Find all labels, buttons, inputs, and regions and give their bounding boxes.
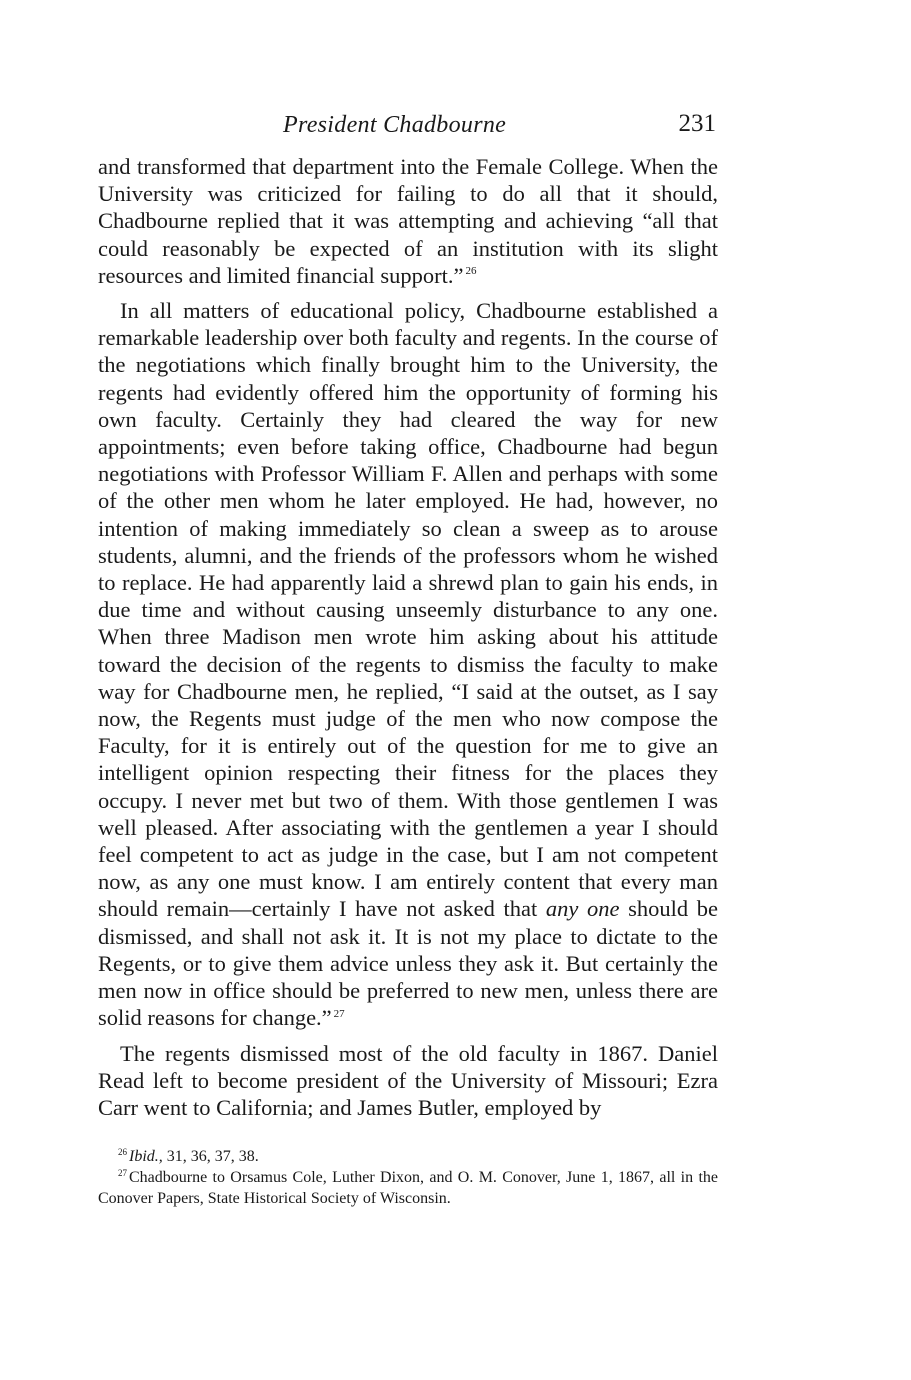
paragraph-3-text: The regents dismissed most of the old faculty in 1867. Daniel Read left to become president of the University of Missouri; Ezra Carr went to California; and James Butler, employed by — [98, 1040, 718, 1120]
paragraph-2-emphasis: any one — [545, 896, 620, 922]
page-number: 231 — [678, 110, 716, 137]
paragraph-2-text-after: should be dismissed, and shall not ask it. It is not my place to dictate to the Regents, or to give them advice unless they ask it. But certainly the men now in office should be preferred to new men, unless there are solid reasons for change.” — [98, 896, 718, 1031]
page-header — [98, 112, 718, 148]
paragraph-1-text: and transformed that department into the Female College. When the University was criticized for failing to do all that it should, Chadbourne replied that it was attempting and achieving “all that could reasonably be expected of an institution with its slight resources and limited financial support.” — [98, 154, 718, 288]
body-text — [98, 153, 718, 1121]
footnote-ref-26: 26 — [465, 265, 477, 278]
footnote-27-text: Chadbourne to Orsamus Cole, Luther Dixon, and O. M. Conover, June 1, 1867, all in the Conover Papers, State Historical Society of Wisconsin. — [98, 1169, 718, 1207]
paragraph-1 — [98, 153, 718, 289]
footnote-26 — [98, 1146, 718, 1167]
footnote-27 — [98, 1167, 718, 1209]
footnote-27-number: 27 — [118, 1167, 127, 1178]
paragraph-2 — [98, 297, 718, 1031]
footnotes — [98, 1146, 718, 1209]
footnote-26-number: 26 — [118, 1146, 127, 1157]
paragraph-2-text: In all matters of educational policy, Chadbourne established a remarkable leadership over both faculty and regents. In the course of the negotiations which finally brought him to the University, the regents had evidently offered him the opportunity of forming his own faculty. Certainly they had cleared the way for new appointments; even before taking office, Chadbourne had begun negotiations with Professor William F. Allen and perhaps with some of the other men whom he later employed. He had, however, no intention of making immediately so clean a sweep as to arouse students, alumni, and the friends of the professors whom he wished to replace. He had apparently laid a shrewd plan to gain his ends, in due time and without causing unseemly disturbance to any one. When three Madison men wrote him asking about his attitude toward the decision of the regents to dismiss the faculty to make way for Chadbourne men, he replied, “I said at the outset, as I say now, the Regents must judge of the men who now compose the Faculty, for it is entirely out of the question for me to give an intelligent opinion respecting their fitness for the places they occupy. I never met but two of them. With those gentlemen I was well pleased. After associating with the gentlemen a year I should feel competent to act as judge in the case, but I am not competent now, as any one must know. I am entirely content that every man should remain—certainly I have not asked that — [98, 298, 718, 922]
footnote-26-text: 31, 36, 37, 38. — [166, 1148, 259, 1165]
paragraph-3 — [98, 1040, 718, 1122]
running-title: President Chadbourne — [283, 112, 507, 138]
footnote-26-ibid: Ibid., — [129, 1148, 163, 1165]
footnote-ref-27: 27 — [333, 1007, 345, 1020]
